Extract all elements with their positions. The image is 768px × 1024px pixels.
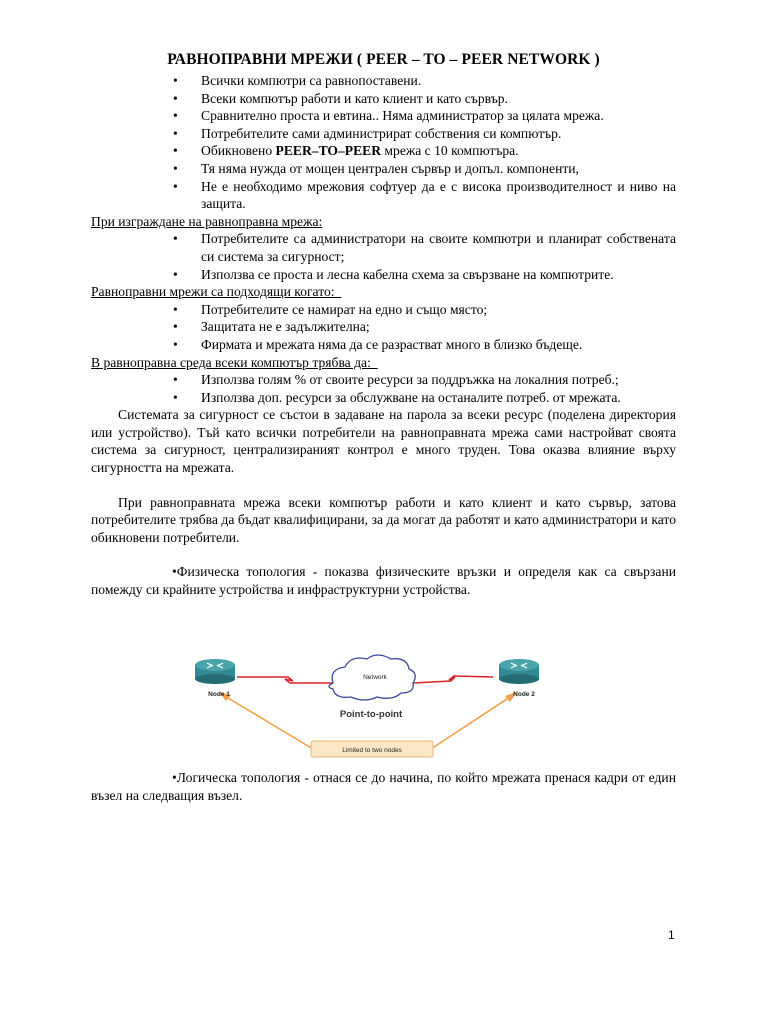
intro-bullet-list — [91, 72, 676, 213]
arrow-lines — [219, 692, 517, 749]
router-icon — [195, 659, 235, 684]
document-page — [91, 50, 676, 599]
point-to-point-diagram — [193, 651, 551, 765]
note-label: Limited to two nodes — [342, 747, 402, 754]
list-item: • Потребителите сами администрират собствения си компютър. — [173, 125, 562, 141]
diagram-caption: Point-to-point — [339, 709, 403, 720]
bullet-icon: • — [173, 266, 178, 282]
bold-term: PEER–TO–PEER — [275, 143, 382, 159]
bullet-icon: • — [173, 108, 178, 124]
list-item: • Потребителите са администратори на своите компютри и планират собствената си система за сигурност; — [173, 231, 676, 264]
bullet-icon: • — [172, 770, 177, 785]
list-item: • Обикновено PEER–TO–PEER мрежа с 10 компютъра. — [173, 143, 519, 159]
bullet-icon: • — [173, 319, 178, 335]
list-item: • Всеки компютър работи и като клиент и като сървър. — [173, 90, 508, 106]
security-paragraph: Системата за сигурност се състои в задаване на парола за всеки ресурс (поделена директория или устройство). Тъй като всички потребители на равноправната мрежа сами настройват своята система за сигурност, централизираният контрол е много труден. Това оказва влияние върху сигурността на мрежата. — [91, 407, 676, 476]
section-heading: В равноправна среда всеки компютър трябва да: — [91, 354, 378, 370]
node1-label: Node 1 — [208, 691, 230, 698]
bullet-icon: • — [173, 160, 178, 176]
logical-topology-paragraph: •Логическа топология - отнася се до начина, по който мрежата пренася кадри от един възел на следващия възел. — [91, 770, 676, 803]
section-heading: При изграждане на равноправна мрежа: — [91, 213, 323, 229]
list-item: • Използва се проста и лесна кабелна схема за свързване на компютрите. — [173, 266, 614, 282]
logical-topology-block — [91, 769, 676, 804]
node2-label: Node 2 — [513, 691, 535, 698]
list-item: • Тя няма нужда от мощен централен сървър и допъл. компоненти, — [173, 160, 579, 176]
bullet-icon: • — [173, 178, 178, 194]
list-item: • Всички компютри са равнопоставени. — [173, 73, 422, 88]
bullet-icon: • — [173, 301, 178, 317]
bullet-icon: • — [173, 336, 178, 352]
cloud-label: Network — [363, 674, 387, 681]
section-bullet-list — [91, 371, 676, 406]
bullet-icon: • — [173, 143, 178, 159]
page-number: 1 — [668, 928, 675, 942]
list-item: • Не е необходимо мрежовия софтуер да е с висока производителност и ниво на защита. — [173, 178, 676, 212]
bullet-icon: • — [173, 73, 178, 88]
list-item: • Защитата не е задължителна; — [173, 319, 370, 335]
list-item: • Сравнително проста и евтина.. Няма администратор за цялата мрежа. — [173, 108, 604, 124]
list-item: • Потребителите се намират на едно и също място; — [173, 301, 488, 317]
section-heading: Равноправни мрежи са подходящи когато: — [91, 284, 342, 300]
physical-topology-paragraph: •Физическа топология - показва физическите връзки и определя как са свързани помежду си крайните устройства и инфраструктурни устройства. — [91, 564, 676, 598]
router-icon — [499, 659, 539, 684]
bullet-icon: • — [173, 389, 178, 405]
bullet-icon: • — [172, 564, 177, 580]
list-item: • Използва доп. ресурси за обслужване на останалите потреб. от мрежата. — [173, 389, 621, 405]
list-item: • Използва голям % от своите ресурси за поддръжка на локалния потреб.; — [173, 372, 619, 388]
users-paragraph: При равноправната мрежа всеки компютър работи и като клиент и като сървър, затова потребителите трябва да бъдат квалифицирани, за да могат да работят и като администратори и като обикновени потребители. — [91, 494, 676, 545]
page-title: РАВНОПРАВНИ МРЕЖИ ( PEER – TO – PEER NETWORK ) — [167, 51, 600, 68]
section-bullet-list — [91, 230, 676, 283]
bullet-icon: • — [173, 231, 178, 247]
bullet-icon: • — [173, 125, 178, 141]
list-item: • Фирмата и мрежата няма да се разрастват много в близко бъдеще. — [173, 336, 583, 352]
bullet-icon: • — [173, 90, 178, 106]
section-bullet-list — [91, 301, 676, 354]
bullet-icon: • — [173, 372, 178, 388]
